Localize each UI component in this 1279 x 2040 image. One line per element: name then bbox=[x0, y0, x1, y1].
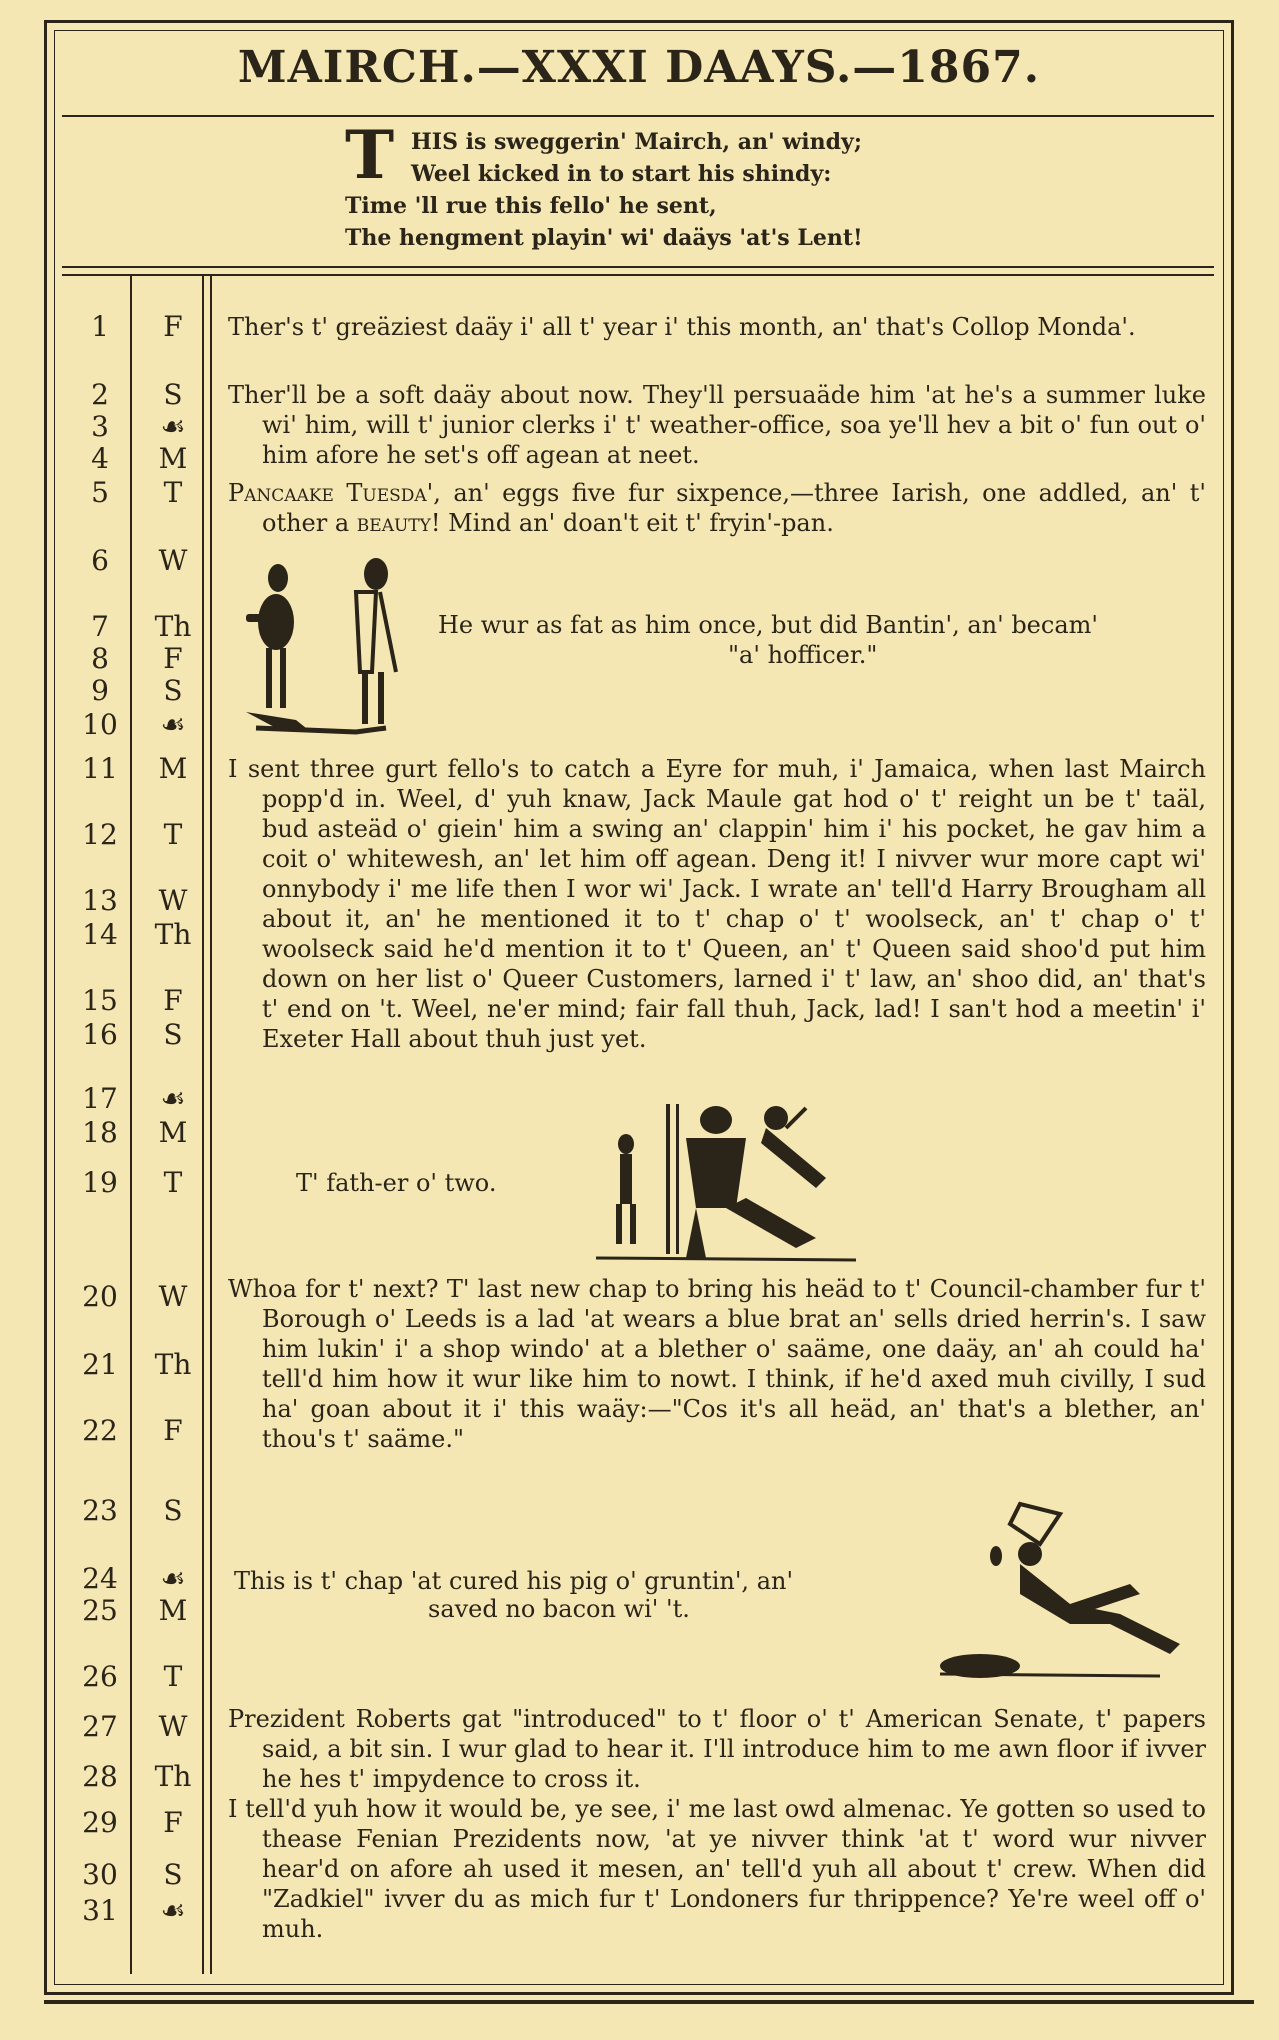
entry-jamaica bbox=[228, 754, 1206, 1054]
weekday: S bbox=[163, 674, 183, 707]
sunday-symbol-icon: ☙ bbox=[160, 410, 186, 443]
date-number: 3 bbox=[91, 410, 109, 443]
weekday: M bbox=[158, 1594, 188, 1627]
entry-pancake-tuesday bbox=[228, 478, 1206, 538]
date-number: 5 bbox=[91, 476, 109, 509]
weekday: S bbox=[163, 1858, 183, 1891]
pig-chap-illustration bbox=[920, 1494, 1200, 1694]
date-number: 26 bbox=[82, 1660, 118, 1693]
verse-line-2: Weel kicked in to start his shindy: bbox=[411, 161, 832, 187]
verse-line-3: Time 'll rue this fello' he sent, bbox=[345, 193, 717, 219]
date-number: 6 bbox=[91, 544, 109, 577]
entry-collop-monday bbox=[228, 312, 1206, 342]
weekday: M bbox=[158, 1116, 188, 1149]
weekday: Th bbox=[154, 918, 192, 951]
date-number: 21 bbox=[82, 1348, 118, 1381]
date-number: 19 bbox=[82, 1166, 118, 1199]
page-title: MAIRCH.—XXXI DAAYS.—1867. bbox=[237, 42, 1041, 93]
date-number: 15 bbox=[82, 984, 118, 1017]
sunday-symbol-icon: ☙ bbox=[160, 1562, 186, 1595]
beauty-label: beauty bbox=[356, 509, 431, 537]
date-number: 13 bbox=[82, 884, 118, 917]
date-number: 30 bbox=[82, 1858, 118, 1891]
two-men-illustration bbox=[236, 552, 436, 752]
sunday-symbol-icon: ☙ bbox=[160, 708, 186, 741]
date-number: 4 bbox=[91, 442, 109, 475]
entry-text: Ther's t' greäziest daäy i' all t' year i' this month, an' that's Collop Monda'. bbox=[228, 313, 1136, 341]
date-number: 7 bbox=[91, 610, 109, 643]
caption-bantin-2: "a' hofficer." bbox=[728, 641, 878, 669]
sunday-symbol-icon: ☙ bbox=[160, 1082, 186, 1115]
entry-text: , an' eggs five fur sixpence,—three Iarish, one addled, an' t' other a bbox=[262, 479, 1206, 537]
weekday: W bbox=[158, 884, 188, 917]
verse bbox=[345, 116, 863, 254]
weekday: W bbox=[158, 544, 188, 577]
date-number: 31 bbox=[82, 1894, 118, 1927]
date-number: 22 bbox=[82, 1414, 118, 1447]
date-number: 10 bbox=[82, 708, 118, 741]
weekday: T bbox=[163, 818, 183, 851]
weekday: T bbox=[163, 1166, 183, 1199]
column-divider-day-2 bbox=[210, 274, 212, 1974]
verse-rule-top bbox=[62, 266, 1214, 268]
verse-dropcap: T bbox=[345, 116, 395, 194]
entry-prezident-roberts bbox=[228, 1704, 1206, 1944]
date-number: 14 bbox=[82, 918, 118, 951]
date-number: 25 bbox=[82, 1594, 118, 1627]
bottom-rule bbox=[44, 2000, 1254, 2004]
weekday: F bbox=[163, 642, 183, 675]
weekday: S bbox=[163, 378, 183, 411]
weekday: F bbox=[163, 1414, 183, 1447]
entry-council-chamber bbox=[228, 1274, 1206, 1454]
verse-line-1: HIS is sweggerin' Mairch, an' windy; bbox=[411, 129, 862, 155]
weekday: F bbox=[163, 1806, 183, 1839]
weekday: Th bbox=[154, 1760, 192, 1793]
title-rule bbox=[62, 115, 1214, 117]
weekday: S bbox=[163, 1018, 183, 1051]
date-number: 29 bbox=[82, 1806, 118, 1839]
weekday: F bbox=[163, 984, 183, 1017]
entry-text: Ther'll be a soft daäy about now. They'll persuaäde him 'at he's a summer luke wi' him, will t' junior clerks i' t' weather-office, soa ye'll hev a bit o' fun out o' him afore he set's off agean at neet. bbox=[228, 381, 1206, 469]
weekday: M bbox=[158, 752, 188, 785]
weekday: T bbox=[163, 476, 183, 509]
date-number: 18 bbox=[82, 1116, 118, 1149]
date-number: 8 bbox=[91, 642, 109, 675]
weekday: T bbox=[163, 1660, 183, 1693]
date-number: 27 bbox=[82, 1710, 118, 1743]
verse-rule-bottom bbox=[62, 274, 1214, 276]
entry-text: Whoa for t' next? T' last new chap to bring his heäd to t' Council-chamber fur t' Borough o' Leeds is a lad 'at wears a blue brat an' sells dried herrin's. I saw him lukin' i' a shop windo' at a blether o' saäme, one daäy, an' ah could ha' tell'd him how it wur like him to nowt. I think, if he'd axed muh civilly, I sud ha' goan about it i' this waäy:—"Cos it's all heäd, an' that's a blether, an' thou's t' saäme." bbox=[228, 1275, 1206, 1453]
caption-pig-2: saved no bacon wi' 't. bbox=[428, 1595, 690, 1623]
date-number: 2 bbox=[91, 378, 109, 411]
date-number: 1 bbox=[91, 310, 109, 343]
caption-father-of-two: T' fath-er o' two. bbox=[296, 1169, 497, 1197]
date-number: 24 bbox=[82, 1562, 118, 1595]
father-of-two-illustration bbox=[576, 1098, 876, 1268]
entry-text: I tell'd yuh how it would be, ye see, i' me last owd almenac. Ye gotten so used to thease Fenian Prezidents now, 'at ye nivver think 'at t' word wur nivver hear'd on afore ah used it mesen, an' tell'd yuh all about t' crew. When did "Zadkiel" ivver du as mich fur t' Londoners fur thrippence? Ye're weel off o' muh. bbox=[228, 1795, 1206, 1943]
weekday: M bbox=[158, 442, 188, 475]
weekday: Th bbox=[154, 1348, 192, 1381]
caption-pig: This is t' chap 'at cured his pig o' gruntin', an' bbox=[234, 1567, 794, 1595]
date-number: 28 bbox=[82, 1760, 118, 1793]
weekday: F bbox=[163, 310, 183, 343]
date-number: 11 bbox=[82, 752, 118, 785]
weekday: Th bbox=[154, 610, 192, 643]
weekday: S bbox=[163, 1494, 183, 1527]
date-number: 16 bbox=[82, 1018, 118, 1051]
weekday: W bbox=[158, 1280, 188, 1313]
entry-soft-day bbox=[228, 380, 1206, 470]
date-number: 23 bbox=[82, 1494, 118, 1527]
date-number: 17 bbox=[82, 1082, 118, 1115]
entry-text: Prezident Roberts gat "introduced" to t' floor o' t' American Senate, t' papers said, a bit sin. I wur glad to hear it. I'll introduce him to me awn floor if ivver he hes t' impydence to cross it. bbox=[228, 1705, 1206, 1793]
sunday-symbol-icon: ☙ bbox=[160, 1894, 186, 1927]
verse-line-4: The hengment playin' wi' daäys 'at's Lent! bbox=[345, 225, 863, 251]
date-number: 20 bbox=[82, 1280, 118, 1313]
weekday: W bbox=[158, 1710, 188, 1743]
entry-text: ! Mind an' doan't eit t' fryin'-pan. bbox=[430, 509, 834, 537]
caption-bantin: He wur as fat as him once, but did Bantin', an' becam' bbox=[438, 611, 1098, 639]
entry-text: I sent three gurt fello's to catch a Eyre for muh, i' Jamaica, when last Mairch popp'd in. Weel, d' yuh knaw, Jack Maule gat hod o' t' reight un be t' taäl, bud asteäd o' giein' him a swing an' clappin' him i' his pocket, he gav him a coit o' whitewesh, an' let him off agean. Deng it! I nivver wur more capt wi' onnybody i' me life then I wor wi' Jack. I wrate an' tell'd Harry Brougham all about it, an' he mentioned it to t' chap o' t' woolseck, an' t' chap o' t' woolseck said he'd mention it to t' Queen, an' t' Queen said shoo'd put him down on her list o' Queer Customers, larned i' t' law, an' shoo did, an' that's t' end on 't. Weel, ne'er mind; fair fall thuh, Jack, lad! I san't hod a meetin' i' Exeter Hall about thuh just yet. bbox=[228, 755, 1206, 1053]
pancake-tuesday-label: Pancaake Tuesda' bbox=[228, 479, 434, 507]
date-number: 9 bbox=[91, 674, 109, 707]
date-number: 12 bbox=[82, 818, 118, 851]
